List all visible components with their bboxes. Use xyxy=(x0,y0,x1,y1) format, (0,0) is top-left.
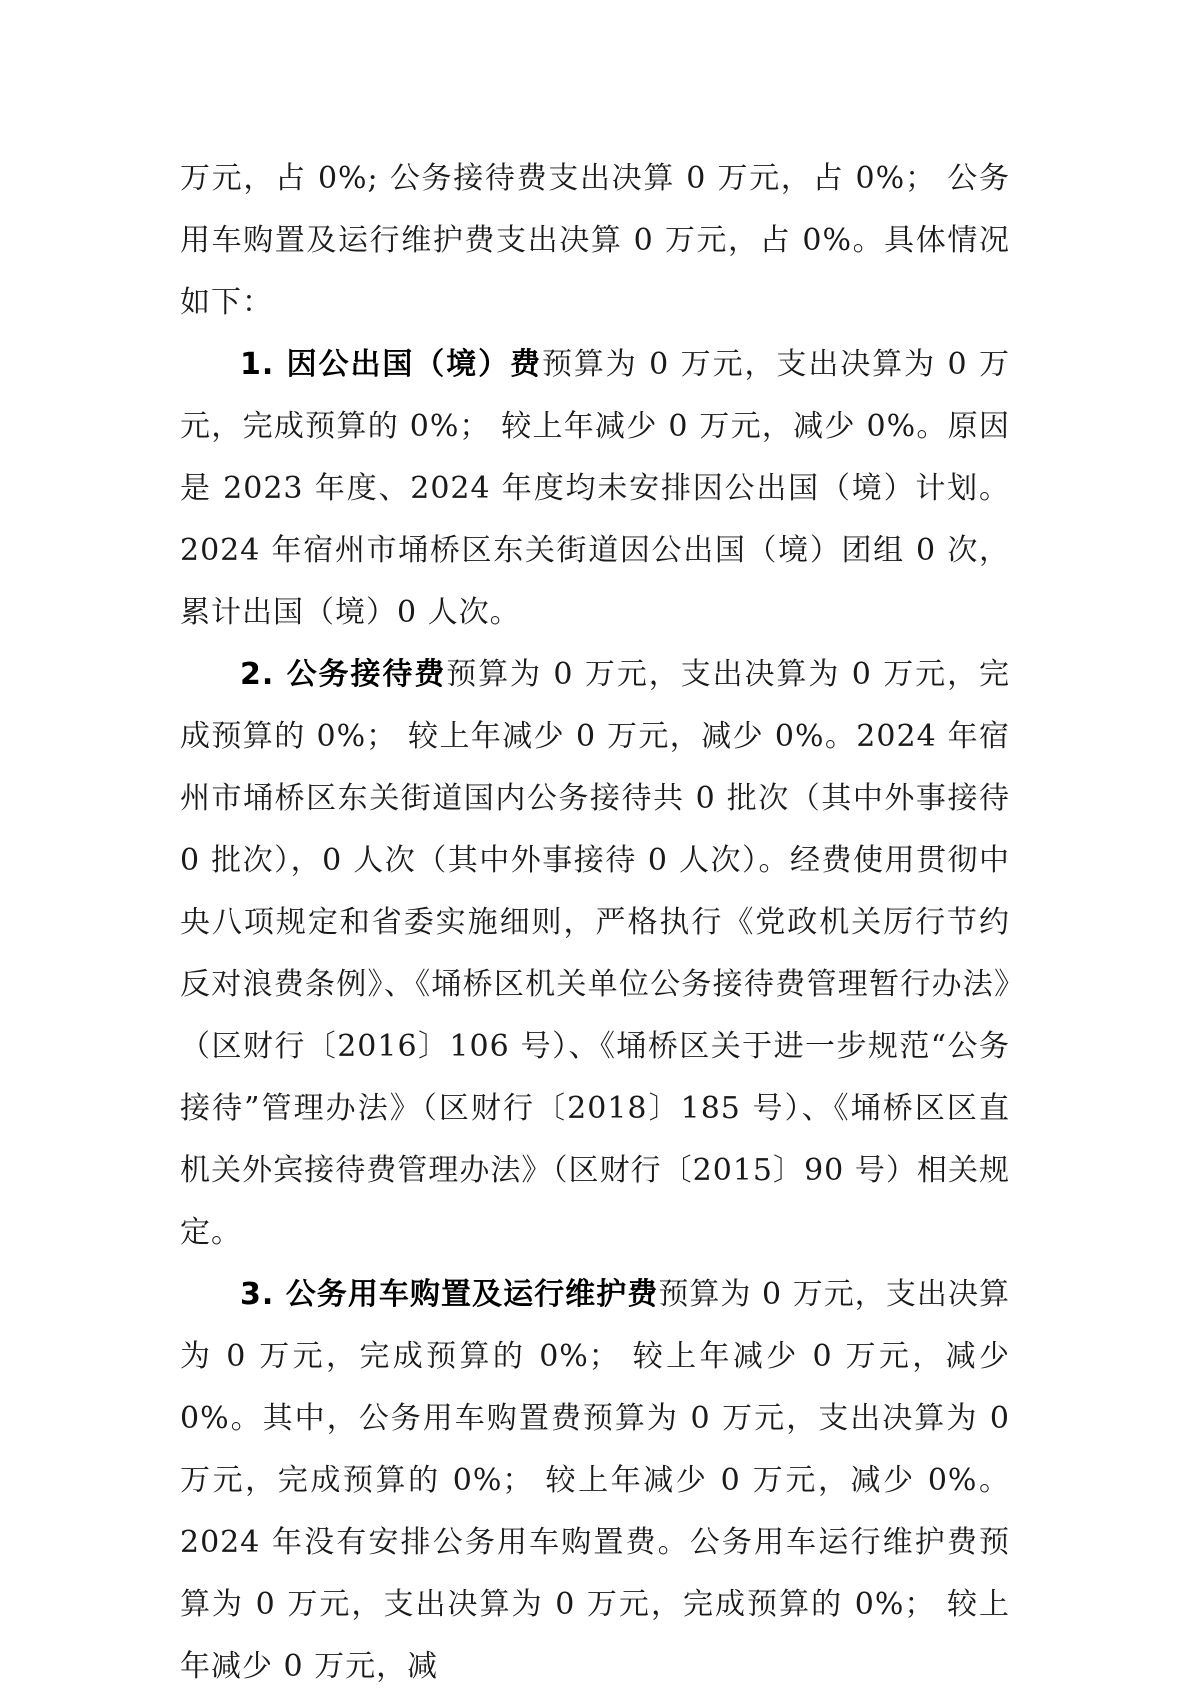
paragraph-official-vehicles-text: 预算为 0 万元，支出决算为 0 万元，完成预算的 0%； 较上年减少 0 万元，减少 0%。其中，公务用车购置费预算为 0 万元，支出决算为 0 万元，完成预算的 0%； 较上年减少 0 万元，减少 0%。2024 年没有安排公务用车购置费。公务用车运行维护费预算为 0 万元，支出决算为 0 万元，完成预算的 0%； 较上年减少 0 万元，减 xyxy=(180,1277,1010,1684)
paragraph-official-reception-heading: 2. 公务接待费 xyxy=(240,657,447,692)
paragraph-summary-text: 万元，占 0%; 公务接待费支出决算 0 万元，占 0%； 公务用车购置及运行维护费支出决算 0 万元，占 0%。具体情况如下： xyxy=(180,161,1010,320)
paragraph-official-reception-text: 预算为 0 万元，支出决算为 0 万元，完成预算的 0%； 较上年减少 0 万元，减少 0%。2024 年宿州市埇桥区东关街道国内公务接待共 0 批次（其中外事接待 0 批次），0 人次（其中外事接待 0 人次）。经费使用贯彻中央八项规定和省委实施细则，严格执行《党政机关厉行节约反对浪费条例》、《埇桥区机关单位公务接待费管理暂行办法》（区财行〔2016〕106 号）、《埇桥区关于进一步规范“公务接待”管理办法》（区财行〔2018〕185 号）、《埇桥区区直机关外宾接待费管理办法》（区财行〔2015〕90 号）相关规定。 xyxy=(180,657,1010,1250)
document-body xyxy=(180,148,1010,1698)
paragraph-overseas-travel-heading: 1. 因公出国（境）费 xyxy=(240,347,542,382)
paragraph-official-vehicles xyxy=(180,1264,1010,1698)
paragraph-official-reception xyxy=(180,644,1010,1264)
paragraph-official-vehicles-heading: 3. 公务用车购置及运行维护费 xyxy=(240,1277,659,1312)
paragraph-summary xyxy=(180,148,1010,334)
paragraph-overseas-travel xyxy=(180,334,1010,644)
paragraph-overseas-travel-text: 预算为 0 万元，支出决算为 0 万元，完成预算的 0%； 较上年减少 0 万元，减少 0%。原因是 2023 年度、2024 年度均未安排因公出国（境）计划。2024 年宿州市埇桥区东关街道因公出国（境）团组 0 次，累计出国（境）0 人次。 xyxy=(180,347,1010,630)
